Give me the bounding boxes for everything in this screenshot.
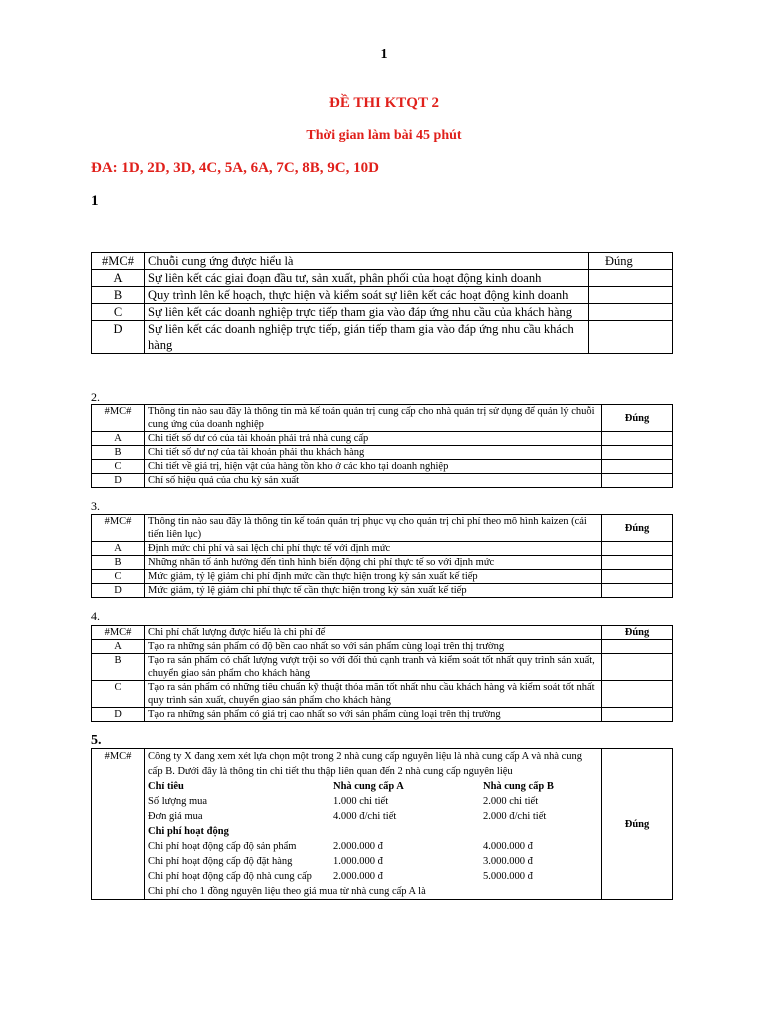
option-row [92,640,673,654]
question-row [92,253,673,270]
col-header-item: Chỉ tiêu [148,781,184,792]
section-label: 1 [91,193,99,209]
question-intro: Công ty X đang xem xét lựa chọn một trong 2 nhà cung cấp nguyên liệu là nhà cung cấp A và nhà cung cấp B. Dưới đây là thông tin chi tiết thu thập liên quan đến 2 nhà cung cấp nguyên liệu [148,751,583,777]
question-3-label: 3. [91,499,100,513]
cost-a: 2.000.000 đ [333,841,383,852]
answer-cell[interactable] [602,654,673,681]
option-text: Mức giảm, tỷ lệ giảm chi phí định mức cần thực hiện trong kỳ sản xuất kế tiếp [145,570,602,584]
cost-item: Chi phí hoạt động cấp độ nhà cung cấp [148,871,312,882]
operating-cost-heading: Chi phí hoạt động [148,826,229,837]
cost-row [148,854,598,869]
question-5-label: 5. [91,733,102,748]
option-text: Những nhân tố ảnh hưởng đến tình hình biến động chi phí thực tế so với định mức [145,556,602,570]
exam-subtitle: Thời gian làm bài 45 phút [306,128,462,143]
mc-header: #MC# [92,253,145,270]
option-text: Sự liên kết các doanh nghiệp trực tiếp tham gia vào đáp ứng nhu cầu của khách hàng [145,304,589,321]
correct-header: Đúng [602,749,673,900]
cost-item: Số lượng mua [148,796,208,807]
question-row [92,626,673,640]
option-key: D [92,708,145,722]
answer-cell[interactable] [602,474,673,488]
cost-a: 2.000.000 đ [333,871,383,882]
option-row [92,708,673,722]
question-3-table [91,514,673,598]
option-key: B [92,446,145,460]
question-text: Chi phí cho 1 đồng nguyên liệu theo giá mua từ nhà cung cấp A là [148,886,426,897]
cost-b: 2.000 đ/chi tiết [483,811,547,822]
col-header-supplier-b: Nhà cung cấp B [483,781,554,792]
question-row [92,749,673,900]
option-row [92,460,673,474]
mc-header: #MC# [92,626,145,640]
question-row [92,515,673,542]
question-1-table [91,252,673,354]
answer-cell[interactable] [589,321,673,354]
question-5-table [91,748,673,900]
option-key: D [92,321,145,354]
option-key: B [92,654,145,681]
option-key: A [92,542,145,556]
correct-header: Đúng [602,515,673,542]
option-key: A [92,270,145,287]
answer-cell[interactable] [602,584,673,598]
option-key: C [92,460,145,474]
cost-item: Chi phí hoạt động cấp độ sản phẩm [148,841,297,852]
question-text: Thông tin nào sau đây là thông tin kế toán quản trị phục vụ cho quản trị chi phí theo mô hình kaizen (cải tiến liên lục) [145,515,602,542]
option-key: D [92,474,145,488]
option-key: A [92,640,145,654]
mc-header: #MC# [92,749,145,900]
option-text: Quy trình lên kế hoạch, thực hiện và kiểm soát sự liên kết các hoạt động kinh doanh [145,287,589,304]
option-text: Tạo ra sản phẩm có chất lượng vượt trội so với đối thủ cạnh tranh và kiểm soát tốt nhất quy trình sản xuất, chuyển giao sản phẩm cho khách hàng [145,654,602,681]
cost-row [148,809,598,824]
option-text: Tạo ra những sản phẩm có độ bền cao nhất so với sản phẩm cùng loại trên thị trường [145,640,602,654]
answer-cell[interactable] [602,432,673,446]
mc-header: #MC# [92,405,145,432]
option-row [92,270,673,287]
option-row [92,556,673,570]
question-body [145,749,602,900]
option-key: B [92,556,145,570]
correct-header: Đúng [602,405,673,432]
option-key: C [92,681,145,708]
cost-row [148,839,598,854]
question-4-label: 4. [91,609,100,623]
option-text: Tạo ra sản phẩm có những tiêu chuẩn kỹ thuật thỏa mãn tốt nhất nhu cầu khách hàng và kiểm soát tốt nhất quy trình sản xuất, chuyển giao sản phẩm cho khách hàng [145,681,602,708]
question-text: Thông tin nào sau đây là thông tin mà kế toán quản trị cung cấp cho nhà quản trị sử dụng để quản lý chuỗi cung ứng của doanh nghiệp [145,405,602,432]
question-text: Chuỗi cung ứng được hiểu là [145,253,589,270]
cost-header-row [148,779,598,794]
cost-item: Chi phí hoạt động cấp độ đặt hàng [148,856,293,867]
answer-cell[interactable] [589,270,673,287]
option-key: D [92,584,145,598]
option-text: Sự liên kết các doanh nghiệp trực tiếp, gián tiếp tham gia vào đáp ứng nhu cầu khách hàng [145,321,589,354]
option-row [92,584,673,598]
cost-b: 4.000.000 đ [483,841,533,852]
option-text: Chỉ số hiệu quả của chu kỳ sản xuất [145,474,602,488]
answer-cell[interactable] [589,287,673,304]
answer-cell[interactable] [602,460,673,474]
cost-a: 1.000 chi tiết [333,796,389,807]
answer-cell[interactable] [602,681,673,708]
option-key: A [92,432,145,446]
option-key: B [92,287,145,304]
option-key: C [92,570,145,584]
option-text: Chi tiết số dư nợ của tài khoản phải thu khách hàng [145,446,602,460]
question-text: Chi phí chất lượng được hiểu là chi phí để [145,626,602,640]
correct-header: Đúng [589,253,673,270]
answer-cell[interactable] [602,556,673,570]
cost-item: Đơn giá mua [148,811,203,822]
answer-cell[interactable] [602,570,673,584]
question-row [92,405,673,432]
cost-b: 5.000.000 đ [483,871,533,882]
question-2-label: 2. [91,390,100,404]
option-text: Tạo ra những sản phẩm có giá trị cao nhất so với sản phẩm cùng loại trên thị trường [145,708,602,722]
mc-header: #MC# [92,515,145,542]
option-row [92,474,673,488]
option-key: C [92,304,145,321]
cost-a: 4.000 đ/chi tiết [333,811,397,822]
page-number: 1 [380,47,388,62]
option-row [92,287,673,304]
cost-b: 2.000 chi tiết [483,796,539,807]
option-row [92,681,673,708]
cost-row [148,869,598,884]
option-text: Sự liên kết các giai đoạn đầu tư, sản xuất, phân phối của hoạt động kinh doanh [145,270,589,287]
option-row [92,304,673,321]
option-text: Chi tiết số dư có của tài khoản phải trả nhà cung cấp [145,432,602,446]
option-text: Định mức chi phí và sai lệch chi phí thực tế với định mức [145,542,602,556]
option-text: Mức giảm, tỷ lệ giảm chi phí thực tế cần thực hiện trong kỳ sản xuất kế tiếp [145,584,602,598]
option-row [92,432,673,446]
correct-header: Đúng [602,626,673,640]
cost-b: 3.000.000 đ [483,856,533,867]
answer-key: ĐA: 1D, 2D, 3D, 4C, 5A, 6A, 7C, 8B, 9C, 10D [91,160,379,176]
answer-cell[interactable] [602,708,673,722]
option-text: Chi tiết về giá trị, hiện vật của hàng tồn kho ở các kho tại doanh nghiệp [145,460,602,474]
option-row [92,570,673,584]
answer-cell[interactable] [602,640,673,654]
option-row [92,654,673,681]
answer-cell[interactable] [589,304,673,321]
option-row [92,321,673,354]
exam-title: ĐỀ THI KTQT 2 [329,95,439,111]
option-row [92,542,673,556]
cost-row [148,794,598,809]
answer-cell[interactable] [602,542,673,556]
col-header-supplier-a: Nhà cung cấp A [333,781,404,792]
question-2-table [91,404,673,488]
answer-cell[interactable] [602,446,673,460]
question-4-table [91,625,673,722]
cost-a: 1.000.000 đ [333,856,383,867]
option-row [92,446,673,460]
